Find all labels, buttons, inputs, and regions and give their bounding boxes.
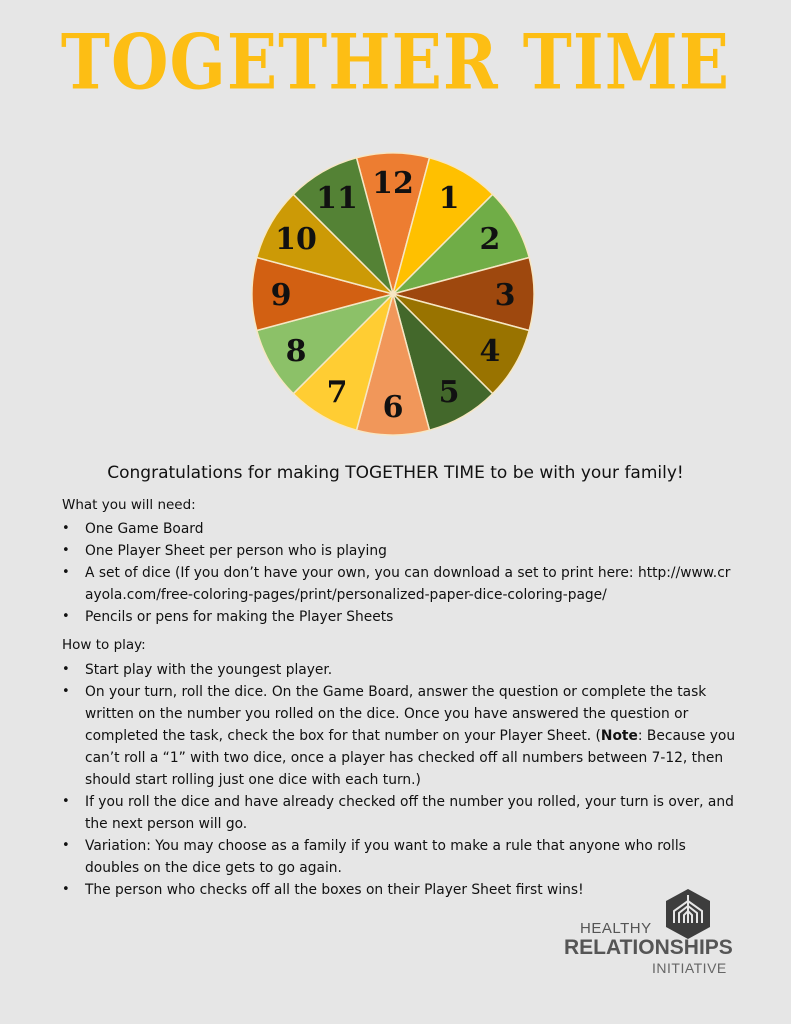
hexagon-logo-icon — [666, 889, 710, 939]
headline: Congratulations for making TOGETHER TIME to be with your family! — [107, 463, 684, 483]
note-label: Note — [600, 728, 638, 744]
list-item: • One Player Sheet per person who is playing — [62, 540, 737, 562]
wheel-number: 9 — [270, 278, 292, 313]
list-item: • Pencils or pens for making the Player Sheets — [62, 606, 737, 628]
howto-list — [62, 659, 737, 901]
needs-list — [62, 518, 737, 628]
logo-line-relationships: RELATIONSHIPS — [564, 936, 733, 959]
logo-line-healthy: HEALTHY — [580, 920, 652, 937]
wheel-number: 11 — [316, 181, 358, 217]
list-item: • The person who checks off all the boxes on their Player Sheet first wins! — [62, 879, 737, 901]
page-title: TOGETHER TIME — [60, 17, 731, 107]
hri-logo — [560, 887, 750, 979]
list-item: • On your turn, roll the dice. On the Game Board, answer the question or complete the task written on the number you rolled on the dice. Once you have answered the question or completed the task, check the box for that number on your Player Sheet. (Note: Because you can’t roll a “1” with two dice, once a player has checked off all numbers between 7-12, then should start rolling just one dice with each turn.) — [62, 681, 737, 791]
list-item: • If you roll the dice and have already checked off the number you rolled, your turn is over, and the next person will go. — [62, 791, 737, 835]
wheel-number: 8 — [285, 334, 307, 369]
list-item: • One Game Board — [62, 518, 737, 540]
wheel-number: 12 — [372, 166, 414, 201]
howto-label: How to play: — [62, 637, 146, 653]
wheel-number: 1 — [438, 181, 460, 217]
wheel-number: 4 — [479, 334, 501, 369]
wheel-number: 3 — [494, 278, 516, 313]
logo-line-initiative: INITIATIVE — [652, 960, 727, 976]
wheel-number: 5 — [438, 374, 460, 410]
number-wheel — [251, 152, 535, 436]
wheel-number: 7 — [326, 374, 348, 410]
list-item: • Variation: You may choose as a family if you want to make a rule that anyone who rolls doubles on the dice gets to go again. — [62, 835, 737, 879]
wheel-number: 6 — [382, 390, 404, 425]
wheel-number: 10 — [275, 222, 317, 257]
wheel-number: 2 — [479, 222, 501, 257]
needs-label: What you will need: — [62, 497, 196, 513]
list-item: • Start play with the youngest player. — [62, 659, 737, 681]
list-item: • A set of dice (If you don’t have your own, you can download a set to print here: http://www.crayola.com/free-coloring-pages/print/personalized-paper-dice-coloring-page/ — [62, 562, 737, 606]
